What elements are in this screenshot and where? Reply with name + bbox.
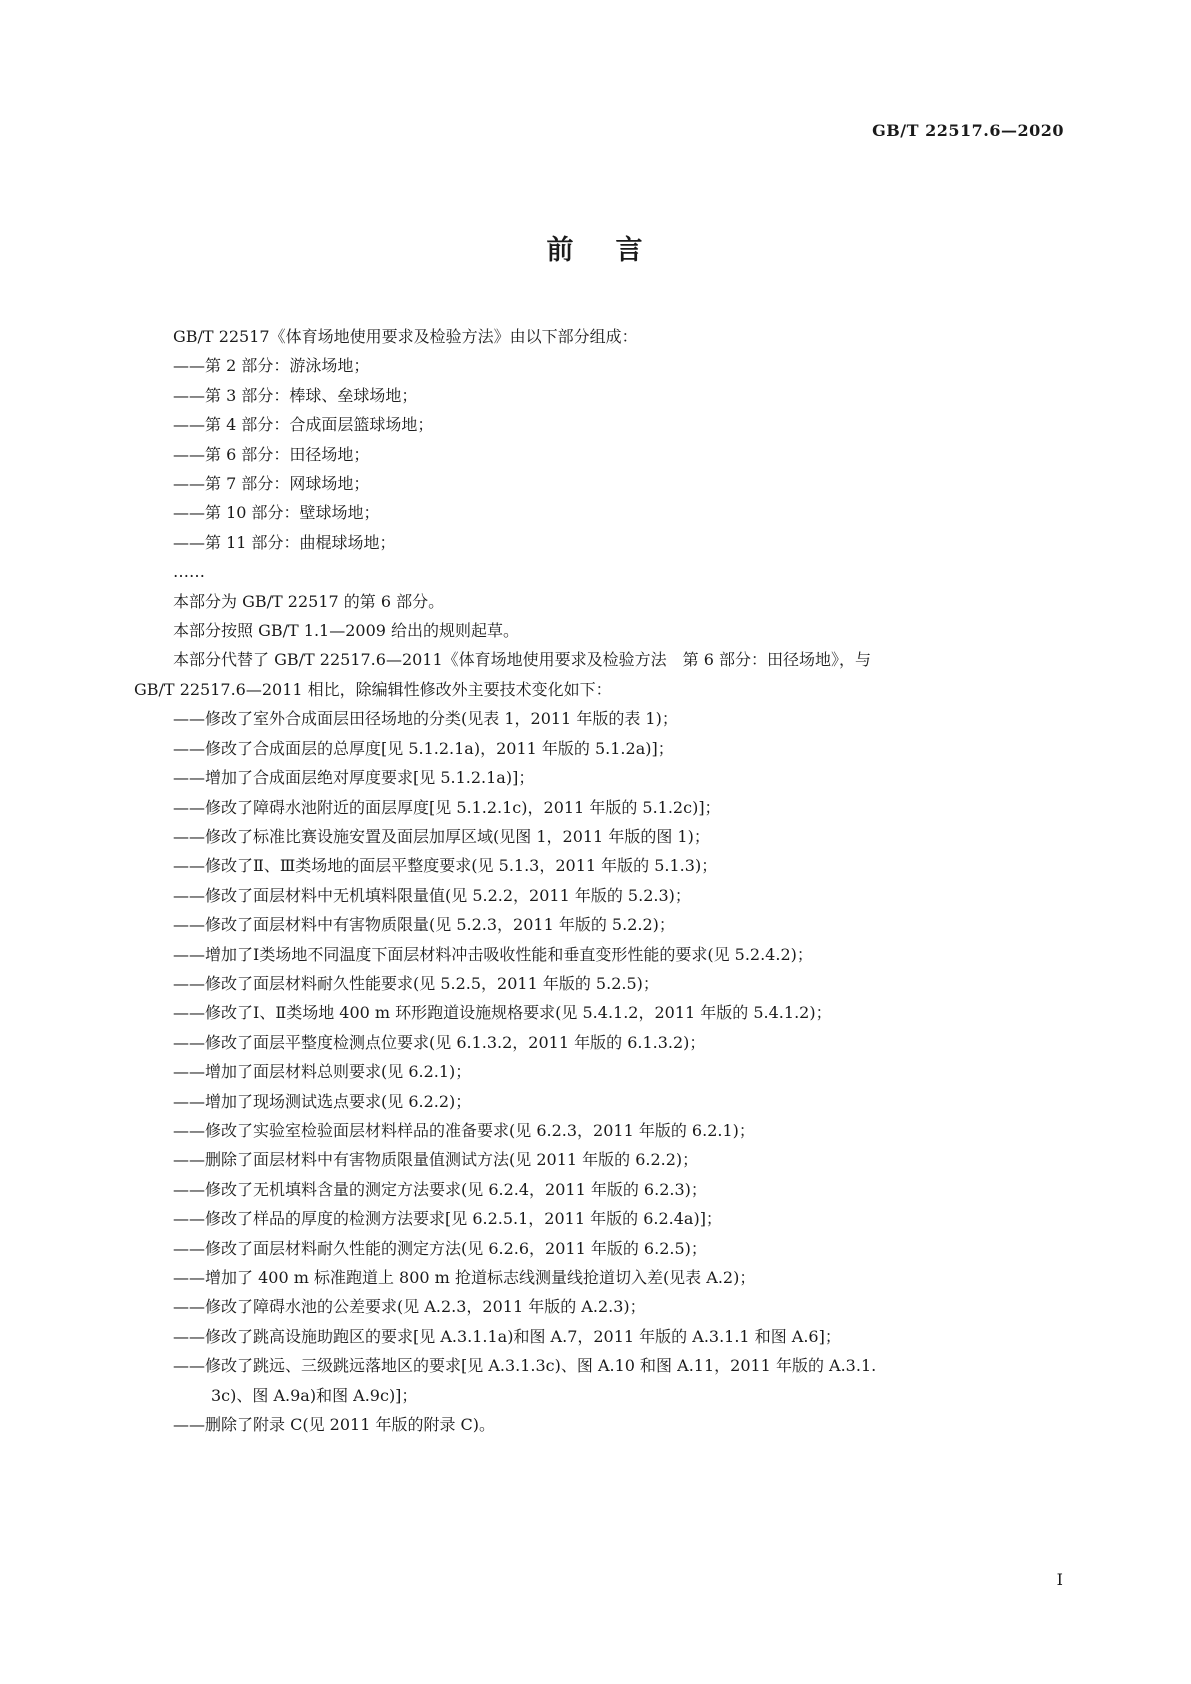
list-item: ——第 3 部分：棒球、垒球场地；: [173, 385, 418, 405]
list-item: ——修改了实验室检验面层材料样品的准备要求(见 6.2.3，2011 年版的 6.2.1)；: [173, 1120, 755, 1140]
list-item: ——修改了跳远、三级跳远落地区的要求[见 A.3.1.3c)、图 A.10 和图 A.11，2011 年版的 A.3.1.: [173, 1356, 877, 1376]
list-item: ——删除了附录 C(见 2011 年版的附录 C)。: [173, 1415, 496, 1435]
list-item: ——第 2 部分：游泳场地；: [173, 356, 370, 376]
document-number: GB/T 22517.6—2020: [872, 121, 1064, 140]
list-item: ——修改了样品的厚度的检测方法要求[见 6.2.5.1，2011 年版的 6.2.4a)]；: [173, 1209, 722, 1229]
list-item: ——修改了面层材料中有害物质限量(见 5.2.3，2011 年版的 5.2.2)；: [173, 915, 675, 935]
paragraph: GB/T 22517《体育场地使用要求及检验方法》由以下部分组成：: [173, 327, 638, 346]
foreword-body: [134, 322, 1056, 1439]
list-item: ——修改了面层材料耐久性能的测定方法(见 6.2.6，2011 年版的 6.2.5)；: [173, 1238, 707, 1258]
list-item: ——第 6 部分：田径场地；: [173, 444, 370, 464]
list-item: ——增加了面层材料总则要求(见 6.2.1)；: [173, 1062, 472, 1082]
list-item: ——修改了面层材料中无机填料限量值(见 5.2.2，2011 年版的 5.2.3)；: [173, 885, 691, 905]
list-item: ——修改了合成面层的总厚度[见 5.1.2.1a)，2011 年版的 5.1.2a)]；: [173, 738, 674, 758]
list-item: ——修改了标准比赛设施安置及面层加厚区域(见图 1，2011 年版的图 1)；: [173, 826, 710, 846]
list-item: ——第 7 部分：网球场地；: [173, 474, 370, 494]
list-item: ——修改了无机填料含量的测定方法要求(见 6.2.4，2011 年版的 6.2.3)；: [173, 1179, 707, 1199]
title-char-1: 前: [546, 235, 576, 266]
paragraph: 本部分按照 GB/T 1.1—2009 给出的规则起草。: [173, 621, 520, 641]
list-item: ——修改了障碍水池附近的面层厚度[见 5.1.2.1c)，2011 年版的 5.1.2c)]；: [173, 797, 721, 817]
paragraph: 本部分代替了 GB/T 22517.6—2011《体育场地使用要求及检验方法 第 6 部分：田径场地》，与: [173, 650, 872, 670]
paragraph-continuation: GB/T 22517.6—2011 相比，除编辑性修改外主要技术变化如下：: [134, 679, 612, 699]
list-item: ——增加了 400 m 标准跑道上 800 m 抢道标志线测量线抢道切入差(见表 A.2)；: [173, 1268, 756, 1287]
title-char-2: 言: [615, 235, 645, 266]
list-item: ——修改了Ⅱ、Ⅲ类场地的面层平整度要求(见 5.1.3，2011 年版的 5.1.3)；: [173, 856, 718, 876]
list-item: ——修改了Ⅰ、Ⅱ类场地 400 m 环形跑道设施规格要求(见 5.4.1.2，2011 年版的 5.4.1.2)；: [173, 1003, 832, 1023]
list-item: ——第 11 部分：曲棍球场地；: [173, 532, 396, 552]
list-item: ——修改了室外合成面层田径场地的分类(见表 1，2011 年版的表 1)；: [173, 709, 678, 729]
list-item: ——第 10 部分：壁球场地；: [173, 503, 380, 523]
page-title: [0, 228, 1191, 267]
ellipsis: ……: [173, 562, 205, 582]
list-item-continuation: 3c)、图 A.9a)和图 A.9c)]；: [211, 1385, 418, 1405]
list-item: ——增加了现场测试选点要求(见 6.2.2)；: [173, 1091, 472, 1111]
list-item: ——修改了面层材料耐久性能要求(见 5.2.5，2011 年版的 5.2.5)；: [173, 973, 659, 993]
list-item: ——增加了Ⅰ类场地不同温度下面层材料冲击吸收性能和垂直变形性能的要求(见 5.2.4.2)；: [173, 944, 813, 964]
paragraph: 本部分为 GB/T 22517 的第 6 部分。: [173, 591, 445, 611]
list-item: ——修改了面层平整度检测点位要求(见 6.1.3.2，2011 年版的 6.1.3.2)；: [173, 1032, 706, 1052]
list-item: ——修改了障碍水池的公差要求(见 A.2.3，2011 年版的 A.2.3)；: [173, 1297, 646, 1317]
list-item: ——第 4 部分：合成面层篮球场地；: [173, 415, 434, 435]
list-item: ——增加了合成面层绝对厚度要求[见 5.1.2.1a)]；: [173, 768, 535, 788]
list-item: ——删除了面层材料中有害物质限量值测试方法(见 2011 年版的 6.2.2)；: [173, 1150, 699, 1170]
page-number: I: [1056, 1570, 1063, 1589]
list-item: ——修改了跳高设施助跑区的要求[见 A.3.1.1a)和图 A.7，2011 年版的 A.3.1.1 和图 A.6]；: [173, 1326, 841, 1346]
